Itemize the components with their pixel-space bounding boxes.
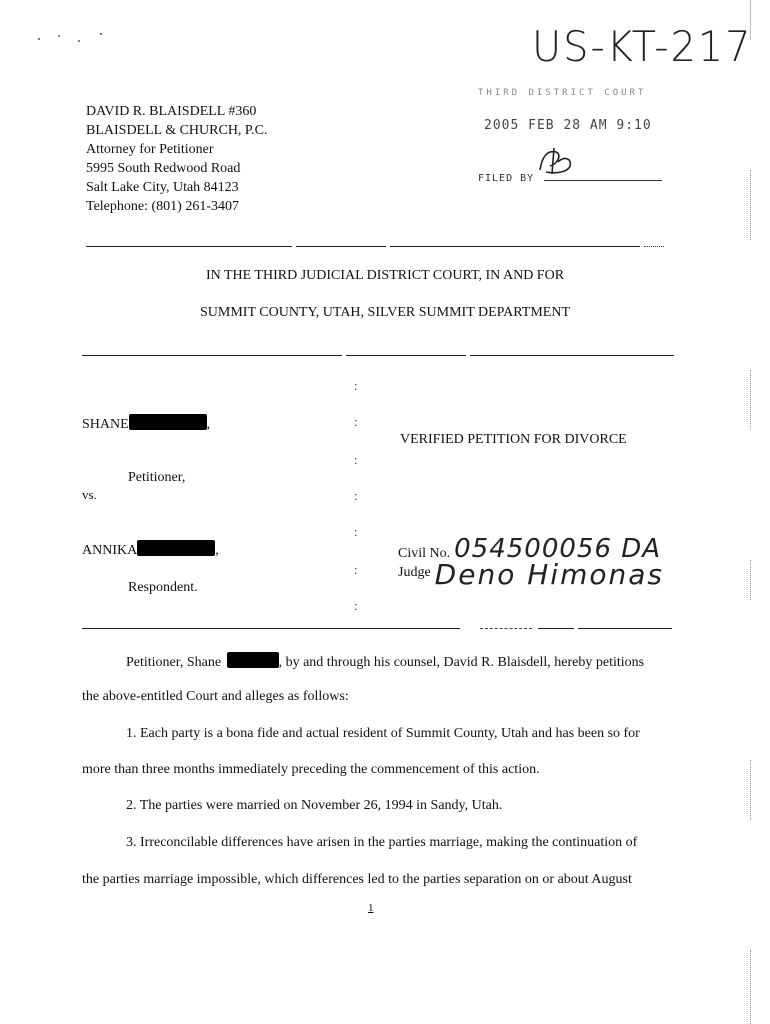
- respondent-party: [82, 540, 219, 559]
- petitioner-role: Petitioner,: [128, 470, 186, 485]
- court-heading-line-2: SUMMIT COUNTY, UTAH, SILVER SUMMIT DEPARTMENT: [200, 305, 570, 320]
- civil-number-label: Civil No.: [398, 546, 451, 561]
- comma: ,: [206, 417, 211, 432]
- court-heading-line-1: IN THE THIRD JUDICIAL DISTRICT COURT, IN AND FOR: [205, 268, 565, 283]
- caption-top-rule: [82, 355, 674, 357]
- versus: vs.: [82, 487, 97, 502]
- paragraph-1-line-2: more than three months immediately preceding the commencement of this action.: [82, 762, 540, 777]
- caption-colon: :: [354, 562, 358, 577]
- document-title: VERIFIED PETITION FOR DIVORCE: [400, 432, 627, 447]
- attorney-role: Attorney for Petitioner: [86, 142, 214, 157]
- attorney-phone: Telephone: (801) 261-3407: [86, 199, 239, 214]
- attorney-street: 5995 South Redwood Road: [86, 161, 241, 176]
- stamp-court-line: THIRD DISTRICT COURT: [478, 88, 647, 98]
- clerk-initials-signature: [536, 144, 576, 178]
- attorney-city: Salt Lake City, Utah 84123: [86, 180, 239, 195]
- redaction-block: [137, 540, 215, 556]
- redaction-block: [227, 652, 279, 668]
- page-number: 1: [368, 902, 374, 914]
- attorney-name: DAVID R. BLAISDELL #360: [86, 104, 257, 119]
- caption-colon: :: [354, 452, 358, 467]
- petitioner-party: [82, 414, 210, 433]
- judge-row: [398, 558, 664, 591]
- attorney-firm: BLAISDELL & CHURCH, P.C.: [86, 123, 268, 138]
- intro-rest: , by and through his counsel, David R. Blaisdell, hereby petitions: [278, 655, 645, 670]
- intro-line-2: the above-entitled Court and alleges as follows:: [82, 689, 349, 704]
- comma: ,: [215, 543, 219, 558]
- respondent-name: ANNIKA: [82, 543, 138, 558]
- caption-bottom-rule: [82, 628, 672, 630]
- redaction-block: [129, 414, 207, 430]
- paragraph-1-line-1: 1. Each party is a bona fide and actual resident of Summit County, Utah and has been so for: [126, 726, 640, 741]
- stamp-date-line: 2005 FEB 28 AM 9:10: [484, 118, 652, 133]
- case-code-handwritten: US-KT-217: [532, 22, 753, 71]
- judge-name-handwritten: Deno Himonas: [434, 558, 664, 591]
- header-separator: [86, 246, 672, 248]
- paragraph-2: 2. The parties were married on November 26, 1994 in Sandy, Utah.: [126, 798, 503, 813]
- stamp-filed-label: FILED BY: [478, 173, 535, 184]
- intro-line-1: [126, 652, 644, 671]
- caption-colon: :: [354, 378, 358, 393]
- caption-colon: :: [354, 488, 358, 503]
- paragraph-3-line-1: 3. Irreconcilable differences have arisen in the parties marriage, making the continuation of: [126, 835, 638, 850]
- caption-colon: :: [354, 598, 358, 613]
- judge-label: Judge: [398, 565, 431, 580]
- caption-colon: :: [354, 414, 358, 429]
- attorney-block: [86, 102, 268, 216]
- caption-colon: :: [354, 524, 358, 539]
- paragraph-3-line-2: the parties marriage impossible, which differences led to the parties separation on or about August: [82, 872, 632, 887]
- respondent-role: Respondent.: [128, 580, 198, 595]
- scan-edge-marks: [750, 0, 754, 1024]
- filing-stamp: [478, 88, 678, 184]
- civil-number-handwritten: 054500056 DA: [454, 534, 662, 564]
- intro-start: Petitioner, Shane: [126, 655, 222, 670]
- petitioner-name: SHANE: [82, 417, 129, 432]
